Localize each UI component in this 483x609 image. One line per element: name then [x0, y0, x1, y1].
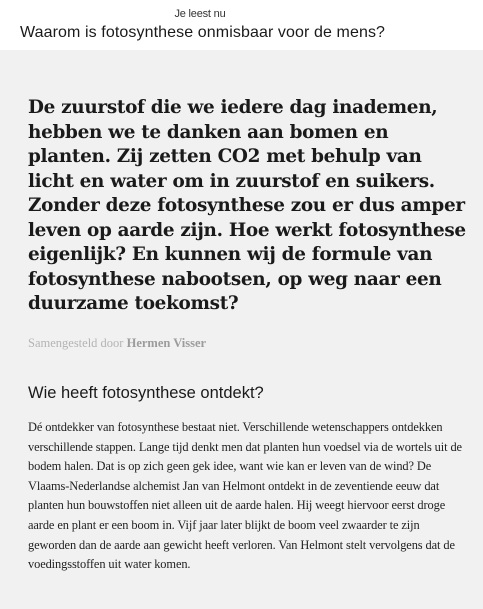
- byline: [28, 336, 206, 351]
- article-content: [0, 50, 483, 609]
- section-body: Dé ontdekker van fotosynthese bestaat niet. Verschillende wetenschappers ontdekken verschillende stappen. Lange tijd denkt men dat planten hun voedsel via de wortels uit de bodem halen. Dat is op zich geen gek idee, want wie kan er leven van de wind? De Vlaams-Nederlandse alchemist Jan van Helmont ontdekt in de zeventiende eeuw dat planten hun bouwstoffen niet alleen uit de aarde halen. Hij weegt hiervoor eerst droge aarde en plant er een boom in. Vijf jaar later blijkt de boom veel zwaarder te zijn geworden dan de aarde aan gewicht heeft verloren. Van Helmont stelt vervolgens dat de voedingsstoffen uit water komen.: [28, 420, 462, 572]
- reading-now-label: Je leest nu: [174, 8, 226, 20]
- article-intro: De zuurstof die we iedere dag inademen, hebben we te danken aan bomen en planten. Zij zetten CO2 met behulp van licht en water om in zuurstof en suikers. Zonder deze fotosynthese zou er dus amper leven op aarde zijn. Hoe werkt fotosynthese eigenlijk? En kunnen wij de formule van fotosynthese nabootsen, op weg naar een duurzame toekomst?: [28, 97, 466, 314]
- section-heading: Wie heeft fotosynthese ontdekt?: [28, 384, 264, 402]
- reading-now-header[interactable]: [0, 0, 483, 51]
- header-article-title[interactable]: Waarom is fotosynthese onmisbaar voor de mens?: [20, 24, 386, 41]
- byline-author[interactable]: Hermen Visser: [126, 336, 207, 350]
- byline-prefix: Samengesteld door: [28, 336, 124, 350]
